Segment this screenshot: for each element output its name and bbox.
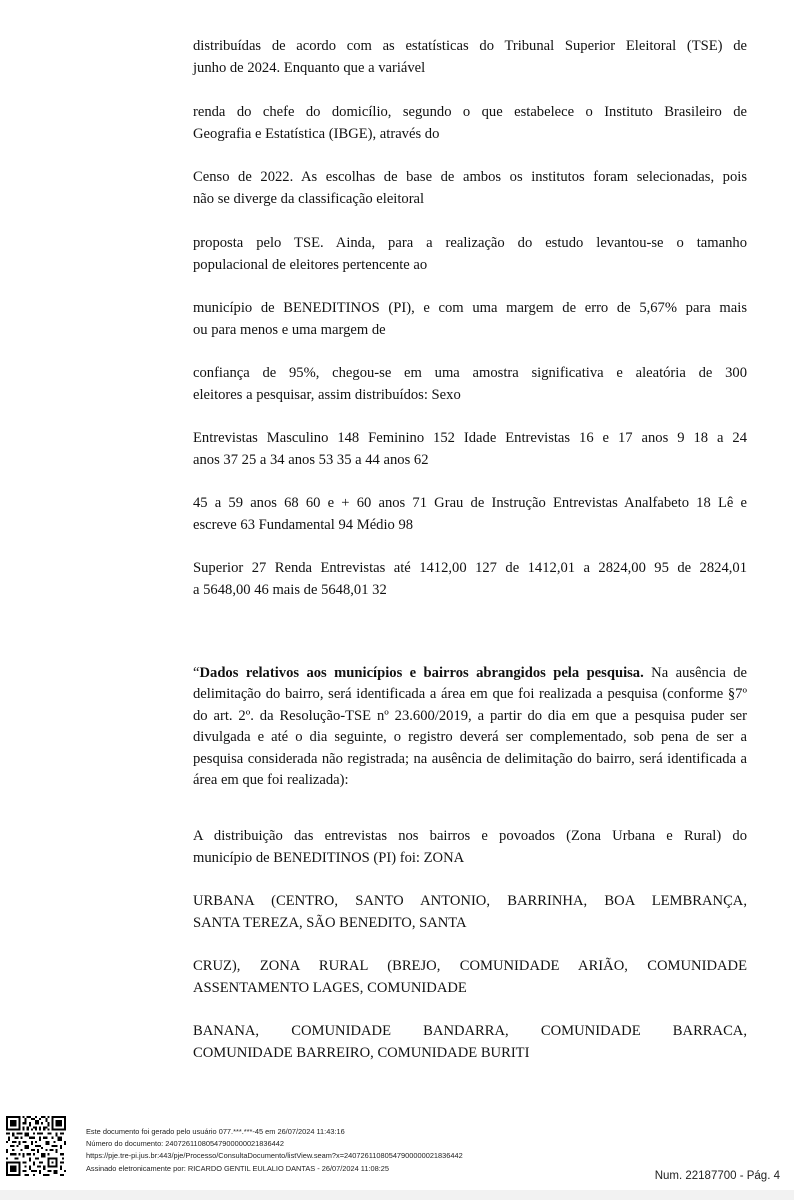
footer-metadata	[86, 1126, 463, 1175]
paragraph-1-line-2: junho de 2024. Enquanto que a variável	[193, 60, 426, 76]
footer-generated-by: Este documento foi gerado pelo usuário 077.***.***-45 em 26/07/2024 11:43:16	[86, 1127, 345, 1136]
distribution-1-line-1: A distribuição das entrevistas nos bairros e povoados (Zona Urbana e Rural) do	[193, 828, 747, 844]
footer-document-number: Número do documento: 24072611080547900000021836442	[86, 1139, 284, 1149]
footer-signed-by: Assinado eletronicamente por: RICARDO GENTIL EULALIO DANTAS - 26/07/2024 11:08:25	[86, 1163, 390, 1173]
distribution-3-line-1: CRUZ), ZONA RURAL (BREJO, COMUNIDADE ARIÃO, COMUNIDADE	[193, 958, 747, 974]
paragraph-9	[193, 557, 747, 601]
distribution-4-line-2: COMUNIDADE BARREIRO, COMUNIDADE BURITI	[193, 1045, 530, 1061]
paragraph-9-line-2: a 5648,00 46 mais de 5648,01 32	[193, 582, 387, 598]
distribution-paragraph-2	[193, 890, 747, 934]
footer-bar	[0, 1190, 794, 1200]
distribution-paragraph-3	[193, 955, 747, 999]
paragraph-4-line-1: proposta pelo TSE. Ainda, para a realização do estudo levantou-se o tamanho	[193, 235, 747, 251]
paragraph-3	[193, 166, 747, 210]
paragraph-3-line-1: Censo de 2022. As escolhas de base de ambos os institutos foram selecionadas, pois	[193, 169, 747, 185]
distribution-4-line-1: BANANA, COMUNIDADE BANDARRA, COMUNIDADE BARRACA,	[193, 1023, 747, 1039]
quote-bold-heading: Dados relativos aos municípios e bairros abrangidos pela pesquisa.	[199, 665, 644, 681]
paragraph-2	[193, 101, 747, 145]
paragraph-1	[193, 35, 747, 79]
paragraph-5-line-1: município de BENEDITINOS (PI), e com uma margem de erro de 5,67% para mais	[193, 300, 747, 316]
paragraph-8	[193, 492, 747, 536]
paragraph-4	[193, 232, 747, 276]
document-footer	[0, 1108, 794, 1200]
paragraph-5	[193, 297, 747, 341]
paragraph-7	[193, 427, 747, 471]
quote-body-text: Na ausência de delimitação do bairro, será identificada a área em que foi realizada a pesquisa (conforme §7º do art. 2º. da Resolução-TSE nº 23.600/2019, a partir do dia em que a pesquisa puder ser divulgada e até o dia seguinte, o registro deverá ser complementado, sob pena de ser a pesquisa considerada não registrada; na ausência de delimitação do bairro, será identificada a área em que foi realizada):	[193, 665, 748, 789]
distribution-1-line-2: município de BENEDITINOS (PI) foi: ZONA	[193, 850, 465, 866]
paragraph-9-line-1: Superior 27 Renda Entrevistas até 1412,00 127 de 1412,01 a 2824,00 95 de 2824,01	[193, 560, 747, 576]
footer-url-link[interactable]: https://pje.tre-pi.jus.br:443/pje/Processo/ConsultaDocumento/listView.seam?x=24072611080547900000021836442	[86, 1151, 463, 1161]
qr-code-icon	[6, 1116, 66, 1176]
paragraph-6	[193, 362, 747, 406]
paragraph-4-line-2: populacional de eleitores pertencente ao	[193, 257, 428, 273]
paragraph-3-line-2: não se diverge da classificação eleitoral	[193, 191, 425, 207]
paragraph-1-line-1: distribuídas de acordo com as estatísticas do Tribunal Superior Eleitoral (TSE) de	[193, 38, 747, 54]
paragraph-8-line-1: 45 a 59 anos 68 60 e + 60 anos 71 Grau de Instrução Entrevistas Analfabeto 18 Lê e	[193, 495, 747, 511]
paragraph-7-line-1: Entrevistas Masculino 148 Feminino 152 Idade Entrevistas 16 e 17 anos 9 18 a 24	[193, 430, 747, 446]
paragraph-8-line-2: escreve 63 Fundamental 94 Médio 98	[193, 517, 414, 533]
paragraph-5-line-2: ou para menos e uma margem de	[193, 322, 386, 338]
quote-paragraph	[193, 663, 747, 791]
distribution-2-line-1: URBANA (CENTRO, SANTO ANTONIO, BARRINHA, BOA LEMBRANÇA,	[193, 893, 747, 909]
open-quote-mark: “	[193, 665, 200, 681]
paragraph-6-line-2: eleitores a pesquisar, assim distribuídos: Sexo	[193, 387, 461, 403]
distribution-3-line-2: ASSENTAMENTO LAGES, COMUNIDADE	[193, 980, 467, 996]
page-number: Num. 22187700 - Pág. 4	[654, 1170, 780, 1182]
paragraph-2-line-2: Geografia e Estatística (IBGE), através do	[193, 126, 440, 142]
distribution-paragraph-4	[193, 1020, 747, 1064]
paragraph-6-line-1: confiança de 95%, chegou-se em uma amostra significativa e aleatória de 300	[193, 365, 747, 381]
paragraph-2-line-1: renda do chefe do domicílio, segundo o que estabelece o Instituto Brasileiro de	[193, 104, 747, 120]
distribution-2-line-2: SANTA TEREZA, SÃO BENEDITO, SANTA	[193, 915, 467, 931]
paragraph-7-line-2: anos 37 25 a 34 anos 53 35 a 44 anos 62	[193, 452, 429, 468]
distribution-paragraph-1	[193, 825, 747, 869]
